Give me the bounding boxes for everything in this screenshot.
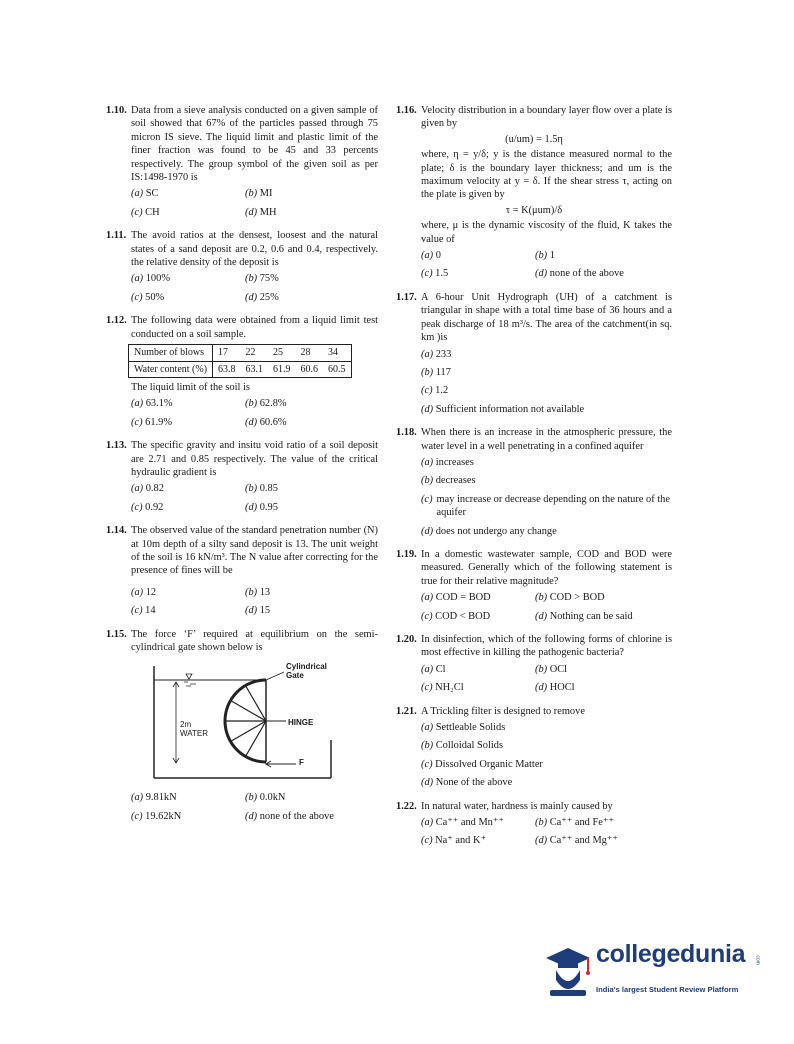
option-label: (b)	[421, 366, 434, 378]
question-text: The force ‘F’ required at equilibrium on the semi-cylindrical gate shown below is	[131, 628, 378, 653]
option-label: (b)	[535, 663, 548, 675]
question-1-16	[396, 104, 672, 281]
table-cell: 63.8	[213, 361, 241, 377]
table-cell: 25	[268, 345, 296, 361]
question-1-19	[396, 548, 672, 623]
option-c: 1.5	[435, 268, 449, 280]
option-d: 25%	[259, 291, 279, 303]
question-number: 1.21.	[396, 705, 417, 717]
option-label: (a)	[421, 250, 434, 262]
equation: (u/um) = 1.5η	[505, 133, 563, 145]
gate-label: Cylindrical Gate	[286, 662, 327, 681]
collegedunia-logo[interactable]	[538, 940, 768, 1000]
option-d: none of the above	[549, 268, 624, 280]
question-1-10	[106, 104, 378, 219]
option-label: (a)	[131, 586, 144, 598]
option-d: MH	[259, 206, 277, 218]
option-label: (d)	[535, 268, 548, 280]
option-b: COD > BOD	[549, 592, 605, 604]
option-a: 100%	[145, 273, 170, 285]
option-c: 19.62kN	[145, 810, 182, 822]
option-label: (a)	[131, 273, 144, 285]
option-c: Na⁺ and K⁺	[435, 835, 486, 847]
option-a: Settleable Solids	[435, 722, 506, 734]
question-1-13	[106, 439, 378, 514]
option-label: (d)	[245, 810, 258, 822]
option-d: 60.6%	[259, 416, 287, 428]
option-c: 0.92	[145, 501, 164, 513]
question-text: Velocity distribution in a boundary layer flow over a plate is given by	[421, 105, 672, 130]
option-label: (c)	[421, 758, 433, 770]
option-c: COD < BOD	[435, 610, 491, 622]
option-label: (d)	[421, 525, 434, 537]
option-d: HOCl	[549, 682, 575, 694]
option-label: (a)	[131, 188, 144, 200]
option-label: (d)	[421, 777, 434, 789]
option-c: CH	[145, 206, 160, 218]
option-b: 0.0kN	[259, 792, 286, 804]
question-1-11	[106, 229, 378, 304]
option-b: 0.85	[259, 483, 278, 495]
row-header: Number of blows	[129, 345, 213, 361]
option-label: (d)	[535, 610, 548, 622]
question-number: 1.12.	[106, 315, 127, 327]
question-text: When there is an increase in the atmospheric pressure, the water level in a well penetrating in a confined aquifer	[421, 427, 672, 452]
option-b: OCl	[549, 663, 568, 675]
question-1-15	[106, 628, 378, 824]
option-a: Ca⁺⁺ and Mn⁺⁺	[435, 817, 504, 829]
option-a: 233	[435, 348, 452, 360]
option-a: increases	[435, 456, 474, 468]
table-row	[129, 361, 352, 377]
liquid-limit-table	[128, 344, 352, 378]
question-number: 1.19.	[396, 548, 417, 560]
question-1-12	[106, 314, 378, 429]
question-1-22	[396, 800, 672, 848]
option-d: 15	[259, 605, 271, 617]
option-a: SC	[145, 188, 159, 200]
option-a: 0	[435, 250, 441, 262]
option-label: (c)	[421, 385, 433, 397]
option-label: (b)	[421, 475, 434, 487]
option-label: (b)	[535, 250, 548, 262]
option-d: Nothing can be said	[549, 610, 633, 622]
option-b: 13	[259, 586, 271, 598]
option-c: 1.2	[435, 385, 449, 397]
option-c: 61.9%	[145, 416, 172, 428]
option-label: (c)	[131, 501, 143, 513]
option-label: (c)	[421, 682, 433, 694]
question-number: 1.13.	[106, 440, 127, 452]
option-label: (a)	[421, 348, 434, 360]
right-column	[396, 104, 672, 858]
option-label: (b)	[245, 188, 258, 200]
option-d: None of the above	[435, 777, 513, 789]
graduate-icon	[538, 940, 594, 1000]
option-a: COD = BOD	[435, 592, 491, 604]
option-label: (b)	[245, 792, 258, 804]
question-text: where, μ is the dynamic viscosity of the fluid, K takes the value of	[421, 220, 672, 245]
option-b: Ca⁺⁺ and Fe⁺⁺	[549, 817, 614, 829]
option-label: (d)	[245, 501, 258, 513]
question-number: 1.10.	[106, 105, 127, 116]
option-label: (d)	[535, 835, 548, 847]
question-stem: The liquid limit of the soil is	[131, 381, 250, 393]
option-a: 12	[145, 586, 157, 598]
option-a: 0.82	[145, 483, 164, 495]
option-label: (a)	[421, 722, 434, 734]
question-1-20	[396, 633, 672, 695]
option-label: (a)	[131, 398, 144, 410]
option-b: 1	[549, 250, 555, 262]
table-cell: 61.9	[268, 361, 296, 377]
brand-tagline: India's largest Student Review Platform	[596, 985, 739, 994]
option-label: (b)	[535, 817, 548, 829]
question-number: 1.18.	[396, 427, 417, 439]
question-text: The following data were obtained from a liquid limit test conducted on a soil sample.	[131, 315, 378, 340]
option-label: (b)	[535, 592, 548, 604]
table-cell: 17	[213, 345, 241, 361]
option-label: (a)	[421, 817, 434, 829]
table-cell: 22	[241, 345, 269, 361]
option-b: Colloidal Solids	[435, 740, 503, 752]
option-label: (d)	[245, 416, 258, 428]
question-text: where, η = y/δ; y is the distance measured normal to the plate; δ is the boundary layer thickness; and um is the maximum velocity at y = δ. If the shear stress τ, acting on the plate is given by	[421, 149, 672, 201]
option-a: 63.1%	[145, 398, 173, 410]
option-label: (c)	[421, 268, 433, 280]
question-text: In a domestic wastewater sample, COD and BOD were measured. Generally which of the following statement is true for their relative magnitude?	[421, 548, 672, 587]
question-1-21	[396, 705, 672, 790]
option-label: (b)	[245, 398, 258, 410]
option-label: (a)	[131, 483, 144, 495]
question-text: In disinfection, which of the following forms of chlorine is most effective in killing the pathogenic bacteria?	[421, 634, 672, 659]
option-label: (a)	[131, 792, 144, 804]
table-cell: 34	[323, 345, 351, 361]
option-label: (d)	[421, 403, 434, 415]
question-number: 1.20.	[396, 634, 417, 645]
option-label: (c)	[421, 835, 433, 847]
water-label: WATER	[180, 729, 208, 739]
option-label: (d)	[535, 682, 548, 694]
option-b: 62.8%	[259, 398, 287, 410]
option-c: 50%	[145, 291, 165, 303]
option-label: (a)	[421, 663, 434, 675]
table-cell: 60.5	[323, 361, 351, 377]
option-c: NH₂Cl	[435, 682, 464, 694]
option-label: (c)	[131, 206, 143, 218]
option-d: 0.95	[259, 501, 278, 513]
option-label: (b)	[421, 740, 434, 752]
question-text: A Trickling filter is designed to remove	[421, 705, 585, 717]
question-text: In natural water, hardness is mainly caused by	[421, 800, 613, 812]
option-b: decreases	[435, 475, 476, 487]
question-text: The avoid ratios at the densest, loosest and the natural states of a sand deposit are 0.2, 0.6 and 0.4, respectively. the relative density of the deposit is	[131, 230, 378, 269]
table-cell: 60.6	[296, 361, 324, 377]
question-number: 1.17.	[396, 291, 417, 303]
option-label: (c)	[131, 810, 143, 822]
option-label: (b)	[245, 273, 258, 285]
force-label: F	[299, 758, 304, 768]
option-b: 117	[435, 366, 451, 378]
option-label: (c)	[131, 416, 143, 428]
option-b: MI	[259, 188, 273, 200]
option-label: (d)	[245, 605, 258, 617]
row-header: Water content (%)	[129, 361, 213, 377]
option-label: (c)	[421, 610, 433, 622]
question-number: 1.14.	[106, 525, 127, 537]
table-cell: 28	[296, 345, 324, 361]
option-label: (b)	[245, 483, 258, 495]
equation: τ = K(μum)/δ	[505, 204, 563, 216]
option-c: may increase or decrease depending on the nature of the aquifer	[436, 493, 670, 519]
option-label: (a)	[421, 456, 434, 468]
option-b: 75%	[259, 273, 279, 285]
question-number: 1.22.	[396, 800, 417, 812]
option-a: Cl	[435, 663, 446, 675]
question-1-18	[396, 426, 672, 538]
question-1-17	[396, 291, 672, 416]
table-row	[129, 345, 352, 361]
option-a: 9.81kN	[145, 792, 177, 804]
hinge-label: HINGE	[288, 718, 314, 728]
question-text: The specific gravity and insitu void ratio of a soil deposit are 2.71 and 0.85 respectively. The value of the critical hydraulic gradient is	[131, 440, 378, 478]
question-1-14	[106, 524, 378, 617]
option-label: (d)	[245, 291, 258, 303]
gate-figure	[126, 660, 366, 785]
question-number: 1.15.	[106, 628, 127, 640]
question-number: 1.16.	[396, 105, 417, 116]
option-label: (c)	[421, 493, 433, 505]
option-c: Dissolved Organic Matter	[435, 758, 543, 770]
question-number: 1.11.	[106, 230, 127, 242]
option-label: (b)	[245, 586, 258, 598]
left-column	[106, 104, 378, 833]
option-d: Ca⁺⁺ and Mg⁺⁺	[549, 835, 618, 847]
question-text: The observed value of the standard penetration number (N) at 10m depth of a silty sand deposit is 13. The unit weight of the soil is 16 kN/m³. The N value after correcting for the presence of fines will be	[131, 525, 378, 577]
table-cell: 63.1	[241, 361, 269, 377]
option-label: (d)	[245, 206, 258, 218]
option-label: (c)	[131, 605, 143, 617]
option-d: Sufficient information not available	[435, 403, 585, 415]
option-c: 14	[145, 605, 156, 617]
question-text: Data from a sieve analysis conducted on a given sample of soil showed that 67% of the particles passed through 75 micron IS sieve. The liquid limit and plastic limit of the finer fraction was found to be 45 and 33 percents respectively. The group symbol of the given soil as per IS:1498-1970 is	[131, 105, 378, 184]
option-d: does not undergo any change	[435, 525, 557, 537]
depth-label: 2m	[180, 720, 192, 730]
option-label: (c)	[131, 291, 143, 303]
question-text: A 6-hour Unit Hydrograph (UH) of a catchment is triangular in shape with a total time base of 36 hours and a peak discharge of 18 m³/s. The area of the catchment(in sq. km )is	[421, 291, 672, 344]
brand-name: collegedunia	[596, 940, 746, 968]
option-label: (a)	[421, 592, 434, 604]
option-d: none of the above	[259, 810, 334, 822]
brand-suffix: .com	[754, 954, 761, 965]
